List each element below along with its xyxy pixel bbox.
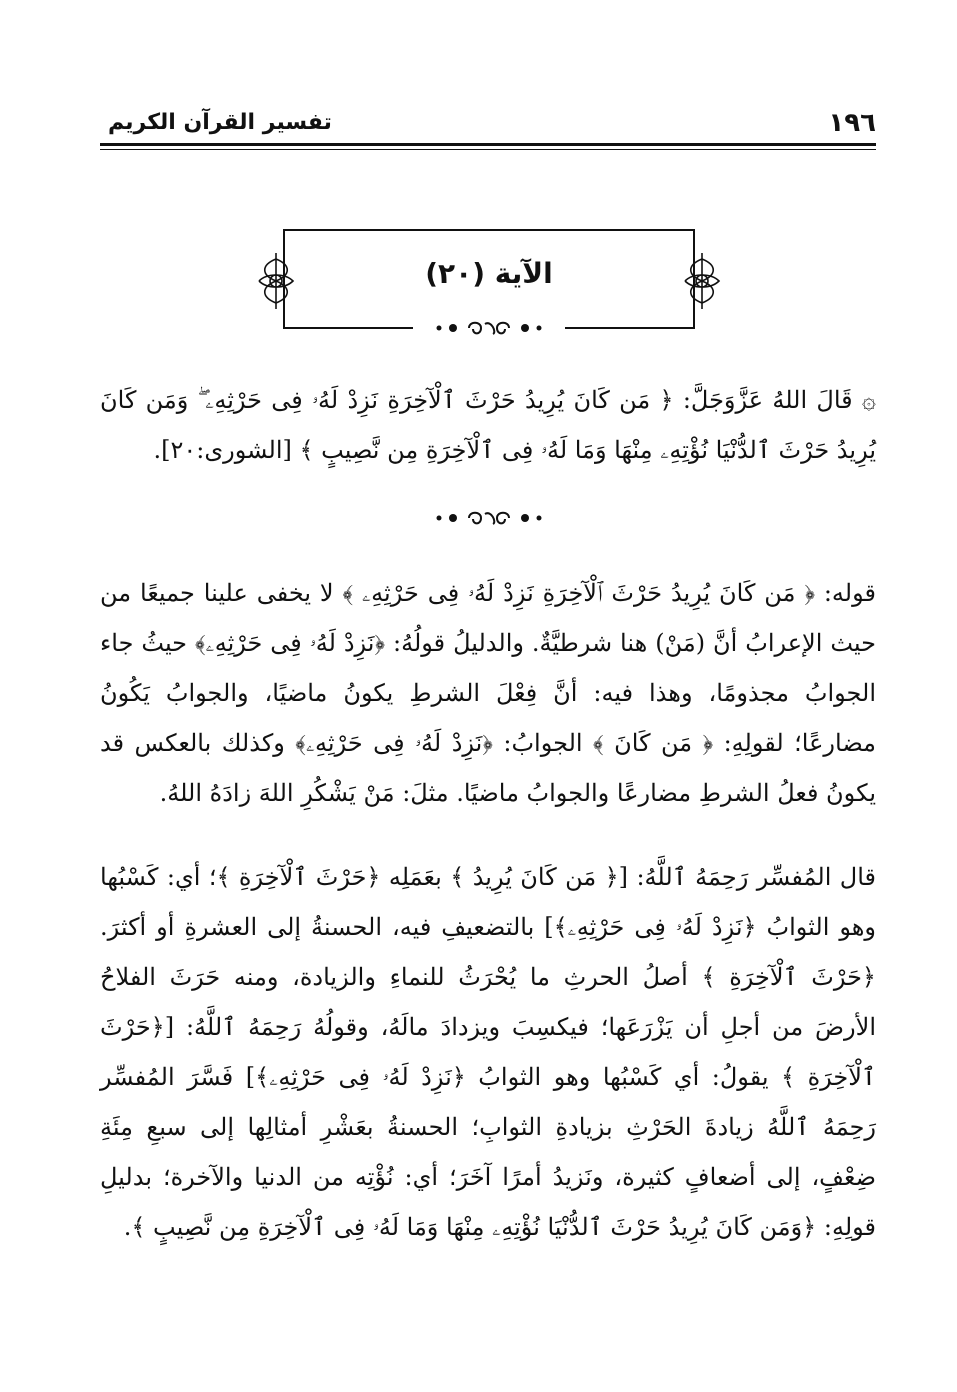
- ornamental-divider-icon: [429, 508, 549, 528]
- verse-text: ۞ قَالَ اللهُ عَزَّوَجَلَّ: ﴿ مَن كَانَ يُرِيدُ حَرْثَ ٱلْآخِرَةِ نَزِدْ لَهُۥ فِى حَرْثِهِۦ ۖ وَمَن كَانَ يُرِيدُ حَرْثَ ٱلدُّنْيَا نُؤْتِهِۦ مِنْهَا وَمَا لَهُۥ فِى ٱلْآخِرَةِ مِن نَّصِيبٍ ﴾ [الشورى:٢٠].: [100, 386, 876, 464]
- commentary-paragraph-2: [100, 852, 876, 1252]
- frame-bottom-left-border: [283, 327, 413, 329]
- book-title: تفسير القرآن الكريم: [108, 110, 332, 135]
- frame-top-border: [283, 229, 695, 231]
- frame-bottom-right-border: [565, 327, 695, 329]
- paragraph-text: قال المُفسِّر رَحِمَهُ ٱللَّهُ: [﴿ مَن كَانَ يُرِيدُ ﴾ بعَمَلِه ﴿حَرْثَ ٱلْآخِرَةِ ﴾؛ أي: كَسْبُها وهو الثوابُ ﴿نَزِدْ لَهُۥ فِى حَرْثِهِۦ﴾] بالتضعيفِ فيه، الحسنةُ إلى العشرةِ أو أكثرَ. ﴿حَرْثَ ٱلْآخِرَةِ ﴾ أصلُ الحرثِ ما يُحْرَثُ للنماءِ والزيادة، ومنه حَرَثَ الفلاحُ الأرضَ من أجلِ أن يَزْرَعَها؛ فيكسِبَ ويزدادَ مالَهُ، وقولُهُ رَحِمَهُ ٱللَّهُ: [﴿حَرْثَ ٱلْآخِرَةِ ﴾ يقولُ: أي كَسْبُها وهو الثوابُ ﴿نَزِدْ لَهُۥ فِى حَرْثِهِۦ﴾] فَسَّرَ المُفسِّر رَحِمَهُ ٱللَّهُ زيادةَ الحَرْثِ بزيادةِ الثوابِ؛ الحسنةُ بعَشْرِ أمثالِها إلى سبعِ مِئَةِ ضِعْفٍ، إلى أضعافٍ كثيرة، ونَزيدُ أمرًا آخَرَ؛ أي: نُؤْتِه من الدنيا والآخرة؛ بدليلِ قولِهِ: ﴿وَمَن كَانَ يُرِيدُ حَرْثَ ٱلدُّنْيَا نُؤْتِهِۦ مِنْهَا وَمَا لَهُۥ فِى ٱلْآخِرَةِ مِن نَّصِيبٍ ﴾.: [100, 863, 876, 1241]
- header-rule: [100, 143, 876, 146]
- verse-frame: [283, 229, 695, 329]
- ornamental-divider-icon: [429, 318, 549, 338]
- header-rule-thin: [100, 149, 876, 150]
- paragraph-text: قوله: ﴿ مَن كَانَ يُرِيدُ حَرْثَ ٱلْآخِرَةِ نَزِدْ لَهُۥ فِى حَرْثِهِۦ ﴾ لا يخفى علينا جميعًا من حيث الإعرابُ أنَّ (مَنْ) هنا شرطيَّةٌ. والدليلُ قولُهُ: ﴿نَزِدْ لَهُۥ فِى حَرْثِهِۦ﴾ حيثُ جاء الجوابُ مجذومًا، وهذا فيه: أنَّ فِعْلَ الشرطِ يكونُ ماضيًا، والجوابُ يَكُونُ مضارعًا؛ لقولِهِ: ﴿ مَن كَانَ ﴾ الجوابُ: ﴿نَزِدْ لَهُۥ فِى حَرْثِهِۦ﴾ وكذلك بالعكس قد يكونُ فعلُ الشرطِ مضارعًا والجوابُ ماضيًا. مثلَ: مَنْ يَشْكُرِ اللهَ زادَهُ اللهُ.: [100, 579, 876, 807]
- verse-paragraph: [100, 375, 876, 475]
- running-header: [100, 100, 876, 140]
- page-number: ١٩٦: [828, 108, 876, 138]
- verse-title: الآية (٢٠): [425, 257, 553, 290]
- commentary-paragraph-1: [100, 568, 876, 818]
